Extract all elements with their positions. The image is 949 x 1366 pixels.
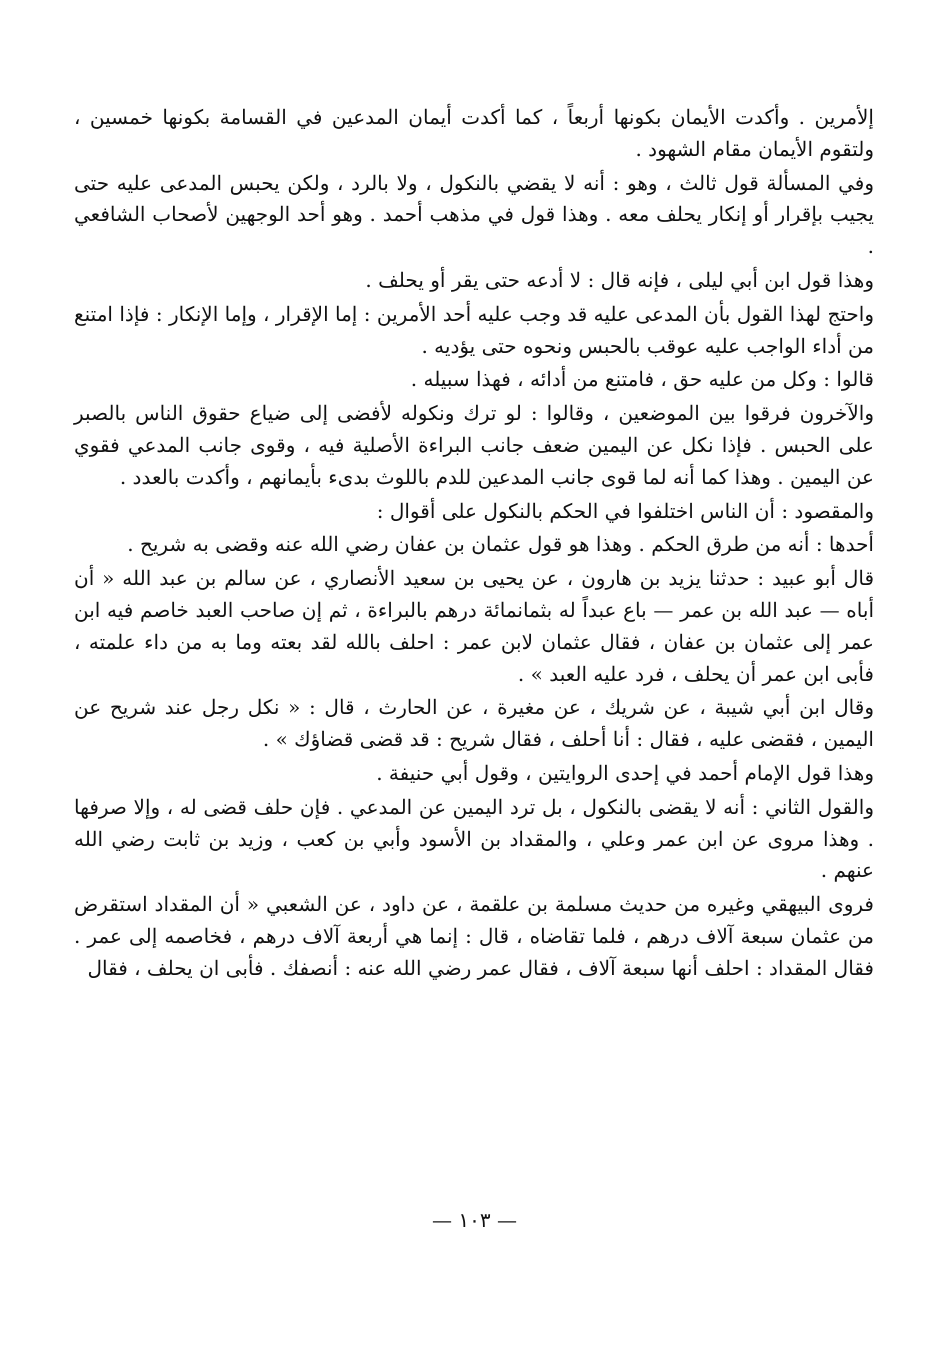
paragraph-3: وهذا قول ابن أبي ليلى ، فإنه قال : لا أدعه حتى يقر أو يحلف .: [365, 267, 874, 292]
paragraph-2: وفي المسألة قول ثالث ، وهو : أنه لا يقضي بالنكول ، ولا بالرد ، ولكن يحبس المدعى عليه حتى يجيب بإقرار أو إنكار يحلف معه . وهذا قول في مذهب أحمد . وهو أحد الوجهين لأصحاب الشافعي .: [74, 170, 875, 259]
paragraph-13: فروى البيهقي وغيره من حديث مسلمة بن علقمة ، عن داود ، عن الشعبي « أن المقداد استقرض من عثمان سبعة آلاف درهم ، فلما تقاضاه ، قال : إنما هي أربعة آلاف درهم ، فخاصمه إلى عمر . فقال المقداد : احلف أنها سبعة آلاف ، فقال عمر رضي الله عنه : أنصفك . فأبى ان يحلف ، فقال: [74, 892, 874, 980]
paragraph-4: واحتج لهذا القول بأن المدعى عليه قد وجب عليه أحد الأمرين : إما الإقرار ، وإما الإنكار : فإذا امتنع من أداء الواجب عليه عوقب بالحبس ونحوه حتى يؤديه .: [74, 301, 874, 358]
body-text: [74, 102, 874, 987]
paragraph-5: قالوا : وكل من عليه حق ، فامتنع من أدائه ، فهذا سبيله .: [410, 367, 874, 392]
paragraph-7: والمقصود : أن الناس اختلفوا في الحكم بالنكول على أقوال :: [376, 498, 874, 523]
page-number: — ١٠٣ —: [432, 1208, 517, 1232]
paragraph-9: قال أبو عبيد : حدثنا يزيد بن هارون ، عن يحيى بن سعيد الأنصاري ، عن سالم بن عبد الله « أن أباه — عبد الله بن عمر — باع عبداً له بثمانمائة درهم بالبراءة ، ثم إن صاحب العبد خاصم فيه ابن عمر إلى عثمان بن عفان ، فقال عثمان لابن عمر : احلف بالله لقد بعته وما به من داء علمته ، فأبى ابن عمر أن يحلف ، فرد عليه العبد » .: [74, 566, 874, 686]
paragraph-12: والقول الثاني : أنه لا يقضى بالنكول ، بل ترد اليمين عن المدعي . فإن حلف قضى له ، وإلا صرفها . وهذا مروى عن ابن عمر وعلي ، والمقداد بن الأسود وأبي بن كعب ، وزيد بن ثابت رضي الله عنهم .: [74, 794, 875, 883]
paragraph-11: وهذا قول الإمام أحمد في إحدى الروايتين ، وقول أبي حنيفة .: [376, 760, 874, 785]
paragraph-10: وقال ابن أبي شيبة ، عن شريك ، عن مغيرة ، عن الحارث ، قال : « نكل رجل عند شريح عن اليمين ، فقضى عليه ، فقال : أنا أحلف ، فقال شريح : قد قضى قضاؤك » .: [74, 695, 874, 752]
paragraph-8: أحدها : أنه من طرق الحكم . وهذا هو قول عثمان بن عفان رضي الله عنه وقضى به شريح .: [127, 532, 874, 557]
paragraph-1: إلأمرين . وأكدت الأيمان بكونها أربعاً ، كما أكدت أيمان المدعين في القسامة بكونها خمسين ، ولتقوم الأيمان مقام الشهود .: [74, 105, 874, 161]
paragraph-6: والآخرون فرقوا بين الموضعين ، وقالوا : لو ترك ونكوله لأفضى إلى ضياع حقوق الناس بالصبر على الحبس . فإذا نكل عن اليمين ضعف جانب البراءة الأصلية فيه ، وقوى جانب المدعي فقوي عن اليمين . وهذا كما أنه لما قوى جانب المدعين للدم باللوث بدىء بأيمانهم ، وأكدت بالعدد .: [74, 401, 874, 489]
